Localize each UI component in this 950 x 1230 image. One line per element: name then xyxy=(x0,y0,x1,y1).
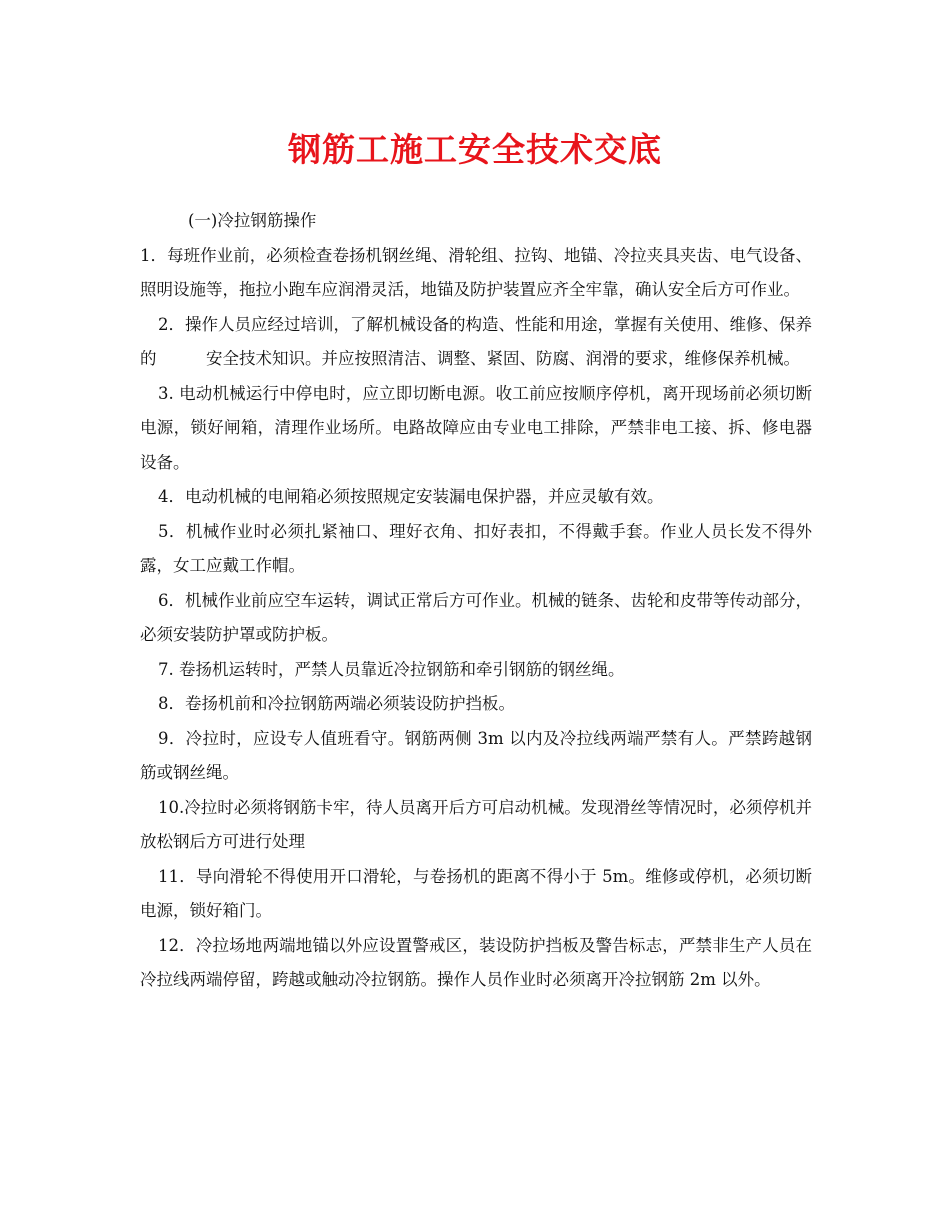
paragraph-7: 7. 卷扬机运转时，严禁人员靠近冷拉钢筋和牵引钢筋的钢丝绳。 xyxy=(158,659,625,679)
paragraph-3: 3. 电动机械运行中停电时，应立即切断电源。收工前应按顺序停机，离开现场前必须切断电源，锁好闸箱，清理作业场所。电路故障应由专业电工排除，严禁非电工接、拆、修电器设备。 xyxy=(140,383,812,472)
section-heading: (一)冷拉钢筋操作 xyxy=(188,211,317,230)
paragraph-6: 6．机械作业前应空车运转，调试正常后方可作业。机械的链条、齿轮和皮带等传动部分，必须安装防护罩或防护板。 xyxy=(140,590,812,644)
document-body xyxy=(140,204,812,998)
paragraph-2: 2．操作人员应经过培训，了解机械设备的构造、性能和用途，掌握有关使用、维修、保养的 安全技术知识。并应按照清洁、调整、紧固、防腐、润滑的要求，维修保养机械。 xyxy=(140,314,812,368)
paragraph-11: 11．导向滑轮不得使用开口滑轮，与卷扬机的距离不得小于 5m。维修或停机，必须切断电源，锁好箱门。 xyxy=(140,866,812,920)
paragraph-10: 10.冷拉时必须将钢筋卡牢，待人员离开后方可启动机械。发现滑丝等情况时，必须停机并放松钢后方可进行处理 xyxy=(140,797,812,851)
document-title: 钢筋工施工安全技术交底 xyxy=(288,130,662,169)
paragraph-5: 5．机械作业时必须扎紧袖口、理好衣角、扣好表扣，不得戴手套。作业人员长发不得外露，女工应戴工作帽。 xyxy=(140,521,812,575)
paragraph-12: 12．冷拉场地两端地锚以外应设置警戒区，装设防护挡板及警告标志，严禁非生产人员在冷拉线两端停留，跨越或触动冷拉钢筋。操作人员作业时必须离开冷拉钢筋 2m 以外。 xyxy=(140,935,812,989)
paragraph-8: 8．卷扬机前和冷拉钢筋两端必须装设防护挡板。 xyxy=(158,694,515,713)
paragraph-9: 9．冷拉时，应设专人值班看守。钢筋两侧 3m 以内及冷拉线两端严禁有人。严禁跨越钢筋或钢丝绳。 xyxy=(140,728,812,782)
paragraph-1: 1．每班作业前，必须检查卷扬机钢丝绳、滑轮组、拉钩、地锚、冷拉夹具夹齿、电气设备、照明设施等，拖拉小跑车应润滑灵活，地锚及防护装置应齐全牢靠，确认安全后方可作业。 xyxy=(140,245,812,299)
paragraph-4: 4．电动机械的电闸箱必须按照规定安装漏电保护器，并应灵敏有效。 xyxy=(158,487,664,506)
